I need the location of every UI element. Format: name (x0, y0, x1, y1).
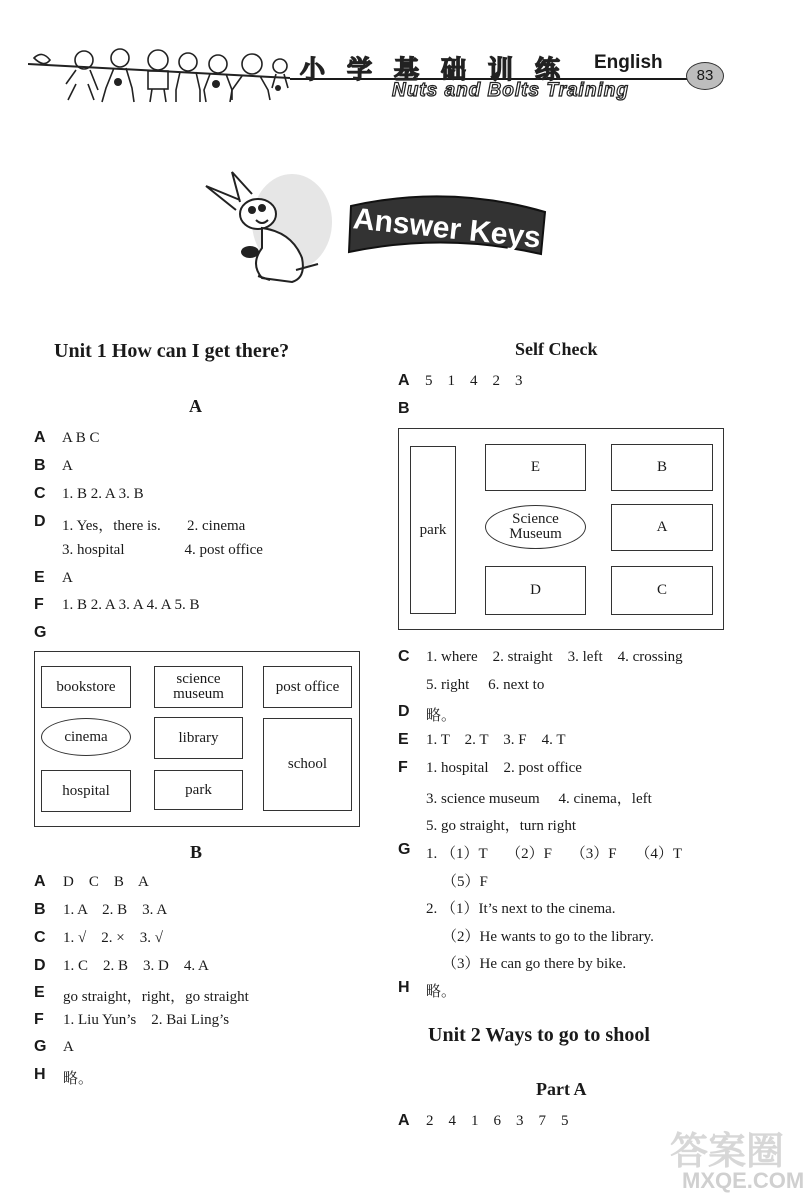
watermark-logo: 答案圈 (670, 1129, 785, 1173)
answer-text: A (62, 458, 73, 474)
answer-text: 略。 (63, 1071, 94, 1087)
answer-label: A (398, 1112, 410, 1129)
answer-text: 1. C 2. B 3. D 4. A (63, 958, 209, 974)
map-box-e: E (485, 444, 586, 491)
answer-label: C (398, 648, 410, 665)
unit2-title: Unit 2 Ways to go to shool (428, 1024, 650, 1046)
answer-text: A (63, 1039, 74, 1055)
answer-label: H (398, 979, 410, 996)
answer-label: B (34, 457, 46, 474)
answer-label: A (398, 372, 410, 389)
answer-text: 1. Yes，there is. 2. cinema (62, 518, 246, 534)
answer-label: F (34, 1011, 44, 1028)
map-science-museum: Science Museum (485, 505, 586, 549)
answer-text: 1. A 2. B 3. A (63, 902, 168, 918)
answer-label: D (34, 957, 46, 974)
map-box-c: C (611, 566, 713, 615)
answer-label: G (34, 624, 47, 641)
answer-label: G (34, 1038, 47, 1055)
answer-text: A (62, 570, 73, 586)
answer-label: C (34, 929, 46, 946)
subject-label: English (594, 52, 663, 73)
answer-text: （2）He wants to go to the library. (442, 929, 654, 945)
answer-text: 1. hospital 2. post office (426, 760, 582, 776)
unit1-part-a-heading: A (189, 396, 202, 416)
answer-label: D (398, 703, 410, 720)
self-check-map-diagram (398, 428, 724, 630)
answer-text: 2. （1）It’s next to the cinema. (426, 901, 616, 917)
rabbit-mascot-illustration (200, 170, 340, 285)
self-check-heading: Self Check (515, 339, 598, 359)
page-number: 83 (686, 62, 724, 90)
answer-label: F (398, 759, 408, 776)
answer-text: （3）He can go there by bike. (442, 956, 627, 972)
answer-label: B (34, 901, 46, 918)
answer-label: B (398, 400, 410, 417)
answer-label: F (34, 596, 44, 613)
answer-text: 5 1 4 2 3 (425, 373, 523, 389)
answer-label: G (398, 841, 411, 858)
answer-text: 1. B 2. A 3. B (62, 486, 144, 502)
answer-text: 3. hospital 4. post office (62, 542, 263, 558)
children-pulling-rope-illustration (28, 44, 290, 104)
answer-label: E (34, 984, 45, 1001)
answer-text: 略。 (426, 708, 457, 724)
map-box-b: B (611, 444, 713, 491)
map-cinema: cinema (41, 718, 131, 756)
unit2-part-a-heading: Part A (536, 1079, 587, 1099)
answer-label: H (34, 1066, 46, 1083)
map-box-a: A (611, 504, 713, 551)
answer-text: A B C (62, 430, 100, 446)
answer-text: 1. T 2. T 3. F 4. T (426, 732, 566, 748)
map-bookstore: bookstore (41, 666, 131, 708)
unit1-map-diagram (34, 651, 360, 827)
answer-text: 3. science museum 4. cinema，left (426, 791, 652, 807)
map-science-museum: science museum (154, 666, 243, 708)
answer-text: 2 4 1 6 3 7 5 (426, 1113, 569, 1129)
answer-text: 1. Liu Yun’s 2. Bai Ling’s (63, 1012, 230, 1028)
answer-text: D C B A (63, 874, 149, 890)
answer-label: A (34, 873, 46, 890)
answer-text: 1. B 2. A 3. A 4. A 5. B (62, 597, 200, 613)
unit1-title: Unit 1 How can I get there? (54, 340, 290, 362)
map-box-d: D (485, 566, 586, 615)
answer-text: （5）F (442, 874, 488, 890)
answer-label: E (398, 731, 409, 748)
answer-text: 略。 (426, 984, 457, 1000)
map-library: library (154, 717, 243, 759)
map-post-office: post office (263, 666, 352, 708)
answer-label: A (34, 429, 46, 446)
answer-text: go straight，right，go straight (63, 989, 249, 1005)
map-park: park (410, 446, 456, 614)
watermark-url: MXQE.COM (682, 1168, 805, 1193)
map-hospital: hospital (41, 770, 131, 812)
answer-text: 1. where 2. straight 3. left 4. crossing (426, 649, 683, 665)
answer-text: 5. go straight，turn right (426, 818, 576, 834)
map-park: park (154, 770, 243, 810)
answer-text: 1. √ 2. × 3. √ (63, 930, 163, 946)
banner-title: Answer Keys (351, 202, 543, 255)
answer-text: 5. right 6. next to (426, 677, 545, 693)
answer-label: D (34, 513, 46, 530)
answer-label: C (34, 485, 46, 502)
answer-text: 1. （1）T （2）F （3）F （4）T (426, 846, 682, 862)
map-school: school (263, 718, 352, 811)
unit1-part-b-heading: B (190, 842, 203, 862)
answer-label: E (34, 569, 45, 586)
answer-keys-banner (345, 192, 550, 262)
series-subtitle: Nuts and Bolts Training (392, 80, 629, 101)
series-title-cn: 小学基础训练 (300, 55, 583, 84)
